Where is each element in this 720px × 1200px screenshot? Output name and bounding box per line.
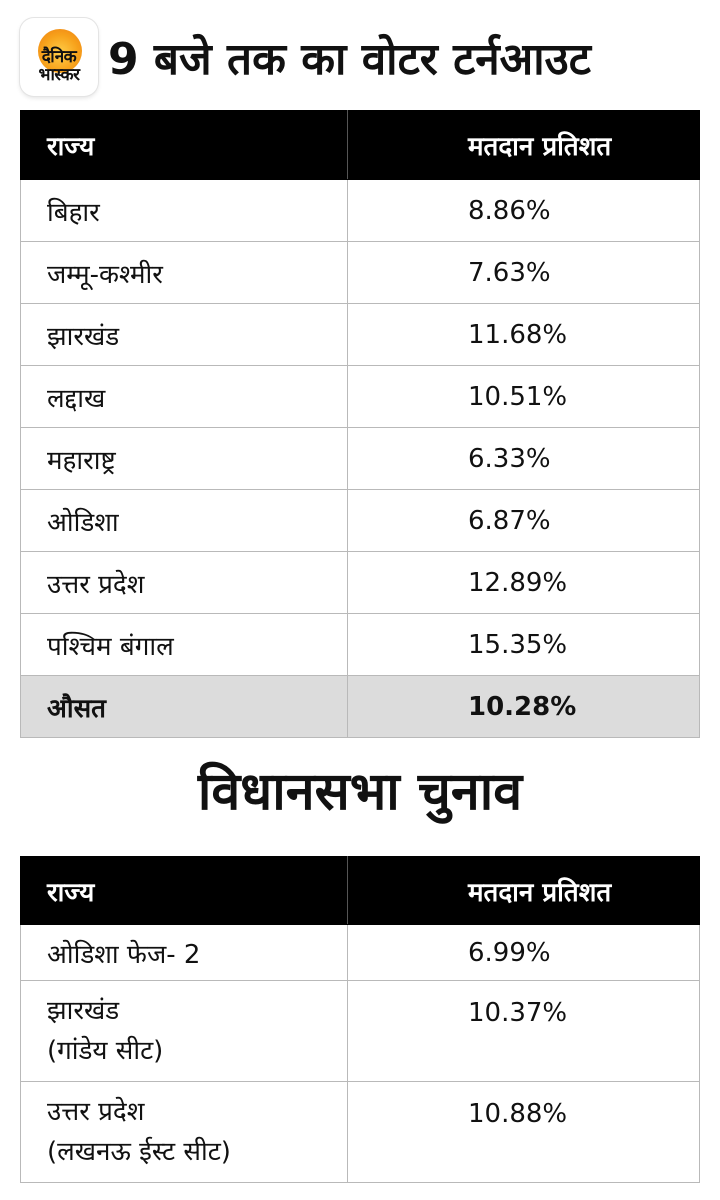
column-header-percent: मतदान प्रतिशत (348, 857, 700, 925)
percent-cell: 6.99% (348, 925, 700, 981)
table-row (21, 180, 700, 242)
state-name: उत्तर प्रदेश (47, 1097, 145, 1127)
percent-cell: 10.37% (348, 981, 700, 1082)
logo-text-line2: भास्कर (38, 65, 80, 85)
state-cell: ओडिशा (21, 490, 348, 552)
state-name: झारखंड (47, 996, 120, 1026)
percent-cell: 15.35% (348, 614, 700, 676)
percent-cell: 6.33% (348, 428, 700, 490)
average-label: औसत (21, 676, 348, 738)
state-cell: पश्चिम बंगाल (21, 614, 348, 676)
column-header-state: राज्य (21, 111, 348, 180)
state-cell (21, 925, 348, 981)
table-row (21, 366, 700, 428)
table-row (21, 925, 700, 981)
logo-text-line1: दैनिक (41, 47, 77, 67)
column-header-state: राज्य (21, 857, 348, 925)
column-header-percent: मतदान प्रतिशत (348, 111, 700, 180)
state-cell (21, 981, 348, 1082)
table-row (21, 614, 700, 676)
average-value: 10.28% (348, 676, 700, 738)
percent-cell: 8.86% (348, 180, 700, 242)
state-cell: झारखंड (21, 304, 348, 366)
percent-cell: 10.88% (348, 1082, 700, 1183)
table-header-row (21, 857, 700, 925)
state-cell: महाराष्ट्र (21, 428, 348, 490)
table-row (21, 428, 700, 490)
state-cell: जम्मू-कश्मीर (21, 242, 348, 304)
table-row (21, 552, 700, 614)
page-title: 9 बजे तक का वोटर टर्नआउट (108, 34, 591, 85)
table-row (21, 981, 700, 1082)
state-cell (21, 1082, 348, 1183)
percent-cell: 7.63% (348, 242, 700, 304)
table-row (21, 490, 700, 552)
percent-cell: 6.87% (348, 490, 700, 552)
percent-cell: 10.51% (348, 366, 700, 428)
state-name: ओडिशा फेज- 2 (47, 939, 201, 970)
state-cell: उत्तर प्रदेश (21, 552, 348, 614)
section-title: विधानसभा चुनाव (197, 762, 523, 822)
table-row (21, 1082, 700, 1183)
seat-name: (गांडेय सीट) (47, 1036, 164, 1066)
dainik-bhaskar-logo (20, 18, 98, 96)
table-row (21, 242, 700, 304)
percent-cell: 11.68% (348, 304, 700, 366)
percent-cell: 12.89% (348, 552, 700, 614)
table-header-row (21, 111, 700, 180)
table-row (21, 304, 700, 366)
assembly-election-table (20, 856, 700, 1183)
average-row (21, 676, 700, 738)
state-cell: लद्दाख (21, 366, 348, 428)
turnout-table (20, 110, 700, 738)
header (0, 0, 720, 100)
state-cell: बिहार (21, 180, 348, 242)
seat-name: (लखनऊ ईस्ट सीट) (47, 1137, 231, 1167)
